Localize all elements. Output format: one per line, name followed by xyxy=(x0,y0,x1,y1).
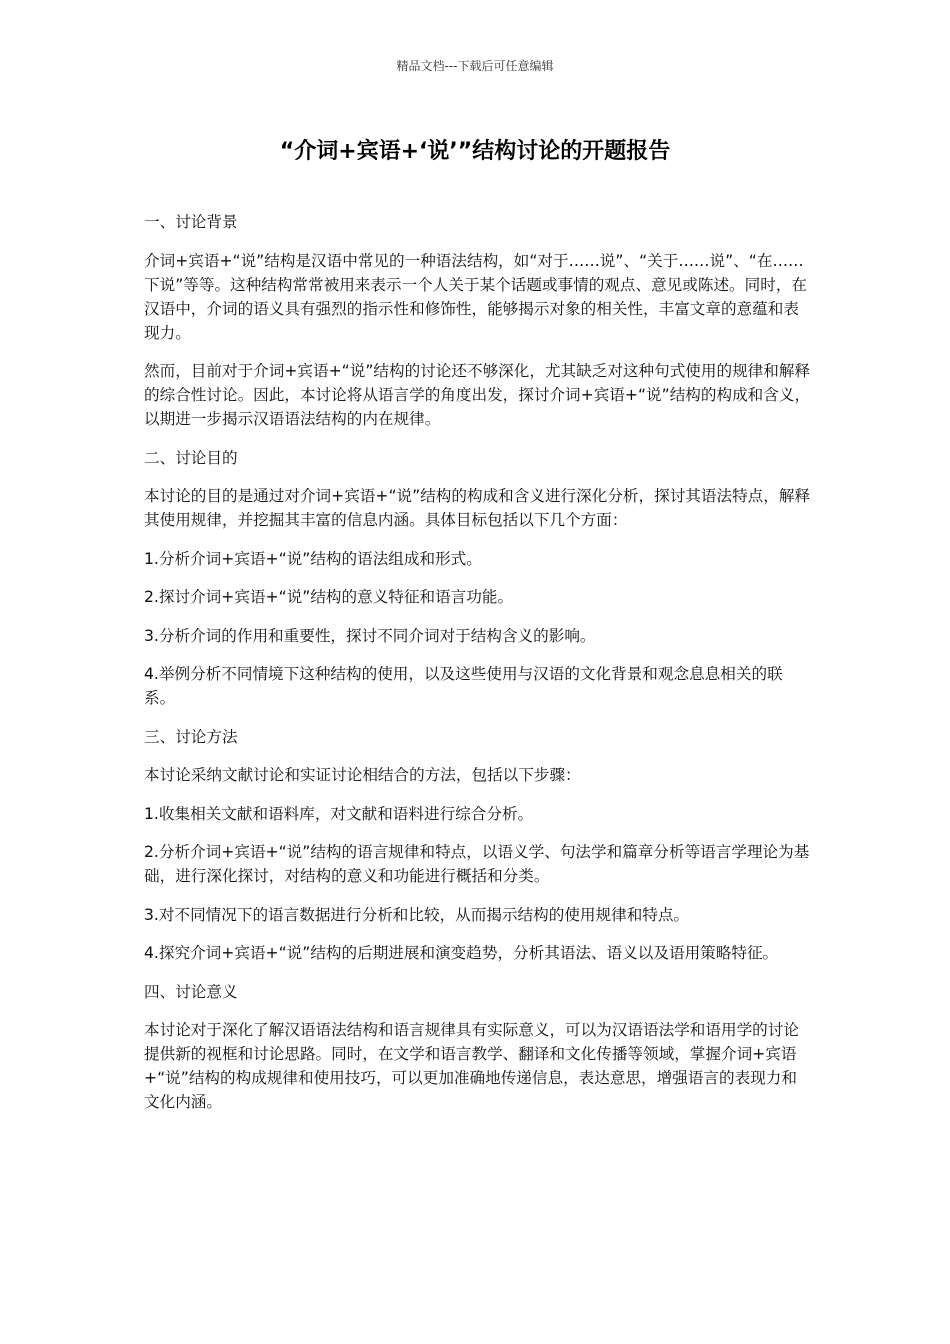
section-heading-background: 一、讨论背景 xyxy=(144,213,238,231)
list-item: 3.对不同情况下的语言数据进行分析和比较，从而揭示结构的使用规律和特点。 xyxy=(144,905,690,924)
document-body xyxy=(144,210,812,1129)
list-item: 2.探讨介词+宾语+“说”结构的意义特征和语言功能。 xyxy=(144,588,514,606)
section-heading-method: 三、讨论方法 xyxy=(144,727,238,746)
section-heading-purpose: 二、讨论目的 xyxy=(144,448,238,467)
list-item: 4.举例分析不同情境下这种结构的使用，以及这些使用与汉语的文化背景和观念息息相关的联系。 xyxy=(144,665,783,707)
list-item: 4.探究介词+宾语+“说”结构的后期进展和演变趋势，分析其语法、语义以及语用策略特征。 xyxy=(144,944,779,962)
list-item: 3.分析介词的作用和重要性，探讨不同介词对于结构含义的影响。 xyxy=(144,626,596,645)
paragraph: 介词+宾语+“说”结构是汉语中常见的一种语法结构，如“对于……说”、“关于……说”、“在……下说”等等。这种结构常常被用来表示一个人关于某个话题或事情的观点、意见或陈述。同时，在汉语中，介词的语义具有强烈的指示性和修饰性，能够揭示对象的相关性，丰富文章的意蕴和表现力。 xyxy=(144,251,808,342)
list-item: 2.分析介词+宾语+“说”结构的语言规律和特点，以语义学、句法学和篇章分析等语言学理论为基础，进行深化探讨，对结构的意义和功能进行概括和分类。 xyxy=(144,843,810,885)
paragraph: 本讨论采纳文献讨论和实证讨论相结合的方法，包括以下步骤： xyxy=(144,766,581,784)
paragraph: 本讨论的目的是通过对介词+宾语+“说”结构的构成和含义进行深化分析，探讨其语法特点，解释其使用规律，并挖掘其丰富的信息内涵。具体目标包括以下几个方面： xyxy=(144,487,811,529)
list-item: 1.分析介词+宾语+“说”结构的语法组成和形式。 xyxy=(144,549,482,568)
page-header: 精品文档---下载后可任意编辑 xyxy=(396,59,554,73)
section-heading-significance: 四、讨论意义 xyxy=(144,982,238,1001)
document-title: “介词+宾语+‘说’”结构讨论的开题报告 xyxy=(279,139,671,164)
paragraph: 然而，目前对于介词+宾语+“说”结构的讨论还不够深化，尤其缺乏对这种句式使用的规律和解释的综合性讨论。因此，本讨论将从语言学的角度出发，探讨介词+宾语+“说”结构的构成和含义，以期进一步揭示汉语语法结构的内在规律。 xyxy=(144,362,811,428)
list-item: 1.收集相关文献和语料库，对文献和语料进行综合分析。 xyxy=(144,804,534,823)
paragraph: 本讨论对于深化了解汉语语法结构和语言规律具有实际意义，可以为汉语语法学和语用学的讨论提供新的视框和讨论思路。同时，在文学和语言教学、翻译和文化传播等领域，掌握介词+宾语+“说”结构的构成规律和使用技巧，可以更加准确地传递信息，表达意思，增强语言的表现力和文化内涵。 xyxy=(144,1021,799,1111)
